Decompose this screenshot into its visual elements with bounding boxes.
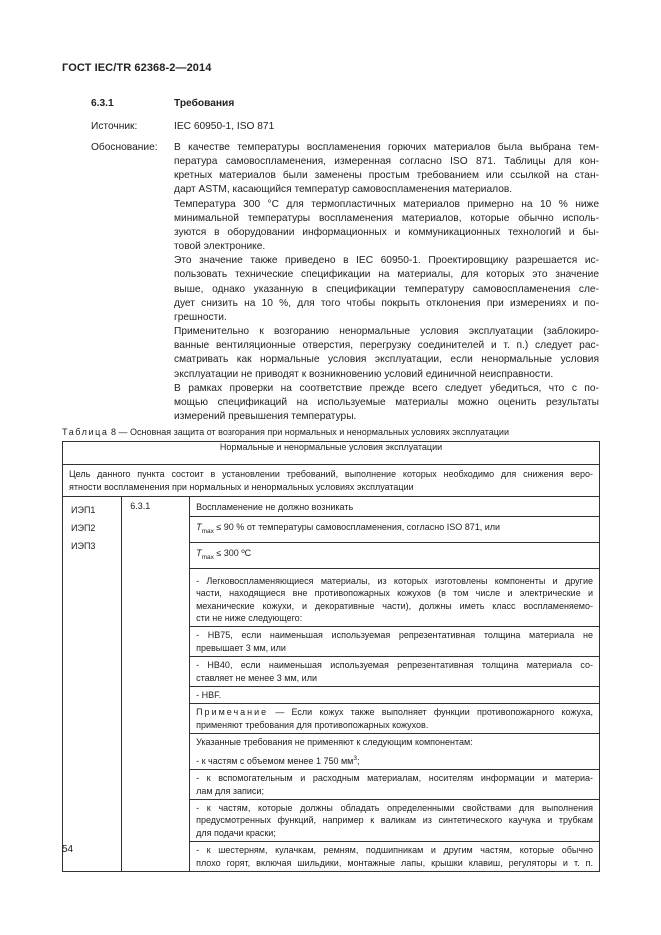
exemptions-intro: Указанные требования не применяют к следующим компонентам: [196, 737, 473, 748]
justification-line: В качестве температуры воспламенения горючих материалов была выбрана тем- [174, 142, 599, 153]
hb40-line: ставляет не менее 3 мм, или [196, 672, 317, 683]
justification-line: ванные вентиляционные отверстия, перегрузку соединителей и т. п.) следует рас- [174, 340, 599, 352]
justification-line: сматривать как нормальные условия эксплуатации, если ненормальные условия [174, 354, 599, 366]
exemption-small-parts [190, 751, 599, 770]
justification-line: Температура 300 °С для термопластичных материалов примерно на 10 % ниже [174, 198, 599, 210]
justification-line: пользовать технические спецификации на материалы, для которых это значение [174, 269, 599, 281]
source-label: Источник: [91, 121, 138, 132]
req-no-ignition: Воспламенение не должно возникать [190, 497, 599, 517]
justification-line: Применительно к возгоранию ненормальные условия эксплуатации (заблокиро- [174, 326, 599, 338]
note-line: применяют требования для противопожарных кожухов. [196, 719, 429, 730]
table-8 [62, 441, 600, 872]
table-caption [62, 427, 509, 437]
exemption-line: плохо горят, включая шильдики, монтажные лапы, крышки клавиш, регуляторы и т. п. [196, 857, 593, 868]
justification-line: дарт ASTM, касающийся температур самовоспламенения материалов. [174, 184, 513, 196]
hb75-line: - НВ75, если наименьшая используемая репрезентативная толщина материала не [196, 630, 593, 641]
note [190, 704, 599, 734]
tmax-symbol: T [196, 522, 202, 533]
hb40-line: - НВ40, если наименьшая используемая репрезентативная толщина материала со- [196, 660, 593, 671]
note-text: — Если кожух также выполняет функции противопожарного кожуха, [268, 707, 593, 718]
exemption-functional-parts [190, 800, 599, 842]
exemption-small-parts-end: ; [356, 755, 360, 766]
exemption-line: для подачи краски; [196, 827, 276, 838]
source-value: IEC 60950-1, ISO 871 [174, 121, 275, 132]
exemption-line: лам для записи; [196, 785, 264, 796]
exemption-consumables [190, 770, 599, 800]
exemption-mechanical-parts [190, 842, 599, 871]
hb75-line: превышает 3 мм, или [196, 642, 286, 653]
cubic-superscript: 3 [353, 754, 357, 762]
req-tmax-300-text: ≤ 300 ºC [213, 547, 252, 558]
note-label: Примечание [196, 707, 269, 718]
clause-cell: 6.3.1 [122, 497, 190, 872]
justification-line: минимальной температуры воспламенения материалов, которые обычно исполь- [174, 212, 599, 224]
justification-line: Это значение также приведено в IEC 60950-1. Проектировщику разрешается ис- [174, 255, 599, 267]
exemption-line: - к вспомогательным и расходным материалам, носителям информации и материа- [196, 773, 593, 784]
req-tmax-90 [190, 517, 599, 542]
table-caption-text: 8 — Основная защита от возгорания при нормальных и ненормальных условиях эксплуатации [108, 427, 509, 437]
justification-line: зуются в оборудовании информационных и коммуникационных технологий и бы- [174, 226, 599, 238]
materials-line: - Легковоспламеняющиеся материалы, из которых изготовлены компоненты и другие [196, 575, 593, 586]
tmax-subscript: max [201, 528, 214, 536]
exemption-line: - к шестерням, кулачкам, ремням, подшипникам и другим частям, которые обычно [196, 845, 593, 856]
section-number: 6.3.1 [91, 98, 114, 109]
exemption-line: - к частям, которые должны обладать определенными свойствами для выполнения [196, 802, 593, 813]
tmax-symbol: T [196, 547, 202, 558]
tmax-subscript: max [201, 553, 214, 561]
justification-line: дует снизить на 10 %, для того чтобы покрыть отклонения при измерениях и по- [174, 297, 599, 309]
note-line [196, 706, 593, 718]
justification-line: товой электронике. [174, 241, 266, 253]
justification-line: пература самовоспламенения, измеренная согласно ISO 871. Таблицы для кон- [174, 156, 599, 168]
table-purpose [63, 465, 600, 497]
justification-text [174, 141, 599, 424]
materials-line: механические кожухи, и декоративные части), должны иметь класс воспламеняемо- [196, 600, 593, 611]
justification-line: выше, однако указанную в спецификации температуру самовоспламенения сле- [174, 283, 599, 295]
exemption-small-parts-text: - к частям с объемом менее 1 750 мм [196, 755, 354, 766]
hb75-item [190, 627, 599, 657]
hbf-item: - HBF. [190, 687, 599, 704]
req-tmax-300 [190, 543, 599, 569]
materials-line: сти не ниже следующего: [196, 613, 303, 624]
table-caption-label: Таблица [62, 427, 109, 437]
id-item: ИЭП2 [71, 523, 96, 533]
energy-source-ids [63, 497, 122, 872]
purpose-line: ятности воспламенения при нормальных и ненормальных условиях эксплуатации [69, 481, 414, 492]
materials-requirement [190, 569, 599, 628]
page-number: 54 [62, 844, 74, 855]
justification-line: грешности. [174, 311, 227, 323]
section-title: Требования [174, 98, 235, 109]
justification-line: мощью спецификаций на используемые материалы можно оценить результаты [174, 396, 599, 408]
hb40-item [190, 657, 599, 687]
justification-line: кретных материалов были заменены простым требованием или ссылкой на стан- [174, 170, 599, 182]
materials-line: части, находящиеся вне противопожарных кожухов (в том числе и электрические и [196, 588, 593, 599]
justification-line: эксплуатации не приводят к возникновению условий единичной неисправности. [174, 368, 554, 380]
document-header: ГОСТ IEC/TR 62368-2—2014 [62, 62, 212, 74]
exemption-line: предусмотренных функций, например к валикам из синтетического каучука и трубкам [196, 815, 593, 826]
id-item: ИЭП3 [71, 541, 96, 551]
requirements-cell [190, 497, 600, 872]
req-tmax-90-text: ≤ 90 % от температуры самовоспламенения, согласно ISO 871, или [213, 522, 501, 533]
id-item: ИЭП1 [71, 505, 96, 515]
justification-line: измерений превышения температуры. [174, 410, 357, 422]
purpose-line: Цель данного пункта состоит в установлении требований, выполнение которых необходимо для снижения веро- [69, 469, 593, 479]
table-header: Нормальные и ненормальные условия эксплуатации [63, 442, 600, 465]
justification-label: Обоснование: [91, 142, 158, 153]
justification-line: В рамках проверки на соответствие прежде всего следует убедиться, что с по- [174, 382, 599, 394]
